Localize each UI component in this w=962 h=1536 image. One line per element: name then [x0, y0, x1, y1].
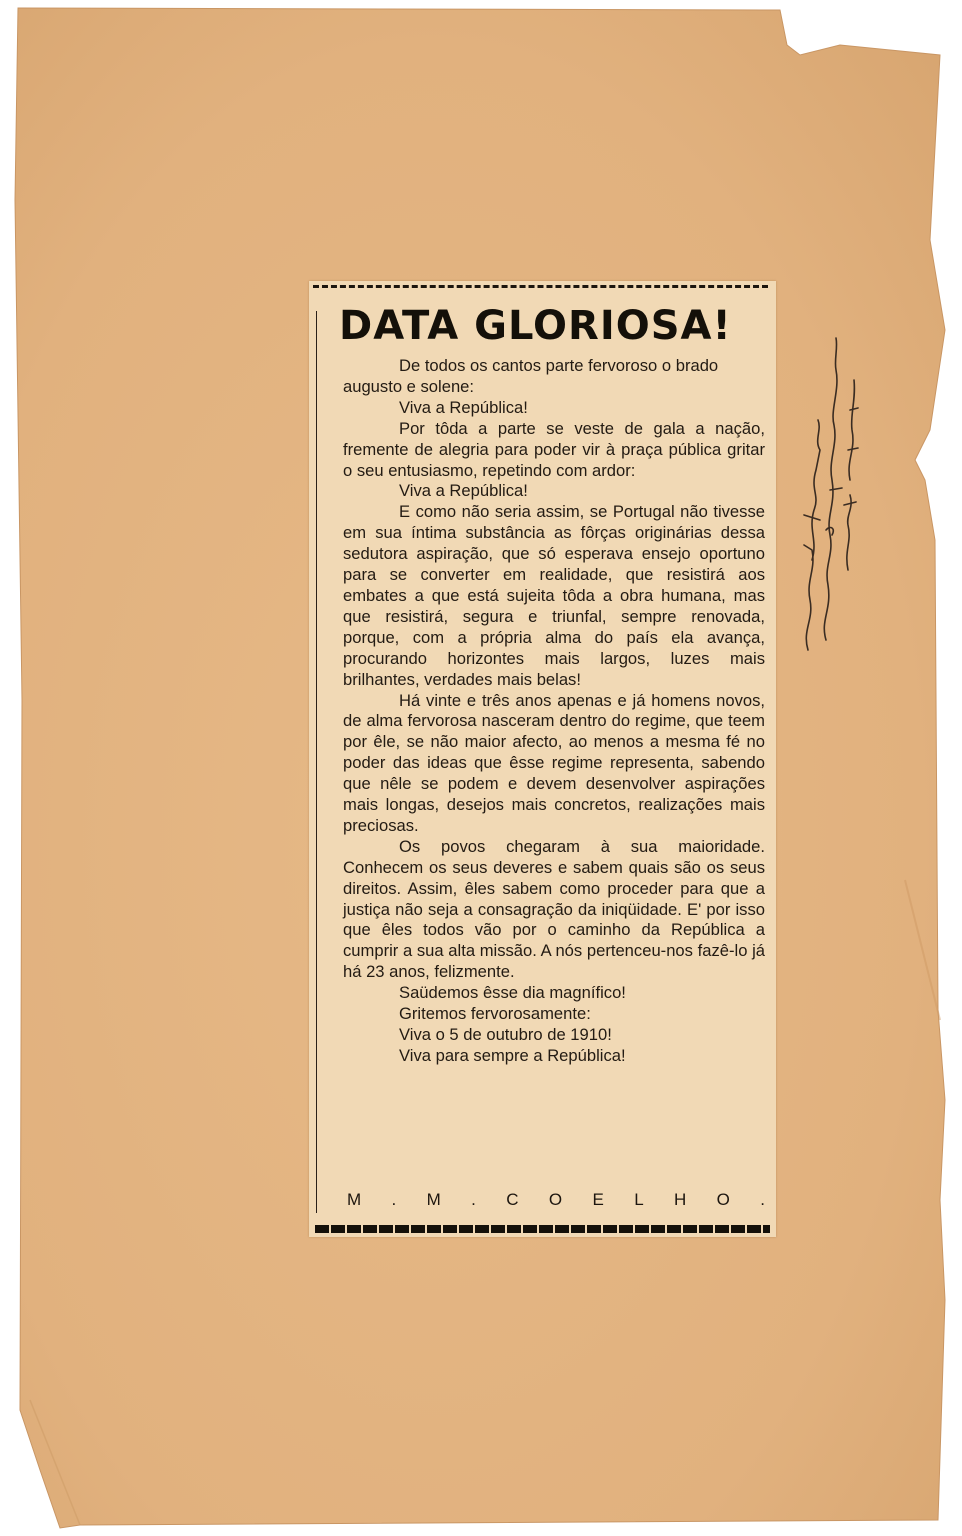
article-paragraph: Os povos chegaram à sua maioridade. Conhecem os seus deveres e sabem quais são os seus direitos. Assim, êles sabem como proceder para que a justiça não seja a consagração da iniqüidade. E' por isso que êles todos vão por o caminho da República a cumprir a sua alta missão. A nós pertenceu-nos fazê-lo já há 23 anos, felizmente. [343, 836, 765, 982]
signature-letter: H [674, 1190, 688, 1209]
newspaper-clipping [309, 281, 776, 1237]
signature-letter: . [760, 1190, 766, 1209]
top-rule [313, 285, 768, 288]
closing-line: Viva para sempre a República! [399, 1045, 626, 1065]
article-exclamation: Viva a República! [399, 481, 528, 501]
article-paragraph: Há vinte e três anos apenas e já homens novos, de alma fervorosa nasceram dentro do regime, que teem por êle, se não maior afecto, ao menos a mesma fé no poder das ideas que êsse regime representa, sabendo que nêle se podem e devem desenvolver aspirações mais longas, desejos mais concretos, realizações mais preciosas. [343, 690, 765, 835]
closing-line: Saüdemos êsse dia magnífico! [399, 983, 626, 1003]
signature-letter: M [347, 1190, 363, 1209]
article-paragraph: De todos os cantos parte fervoroso o brado augusto e solene: [343, 356, 719, 396]
closing-lines [343, 983, 765, 1067]
signature-letter: M [426, 1190, 442, 1209]
headline: DATA GLORIOSA! [339, 303, 732, 349]
signature-letter: E [592, 1190, 605, 1209]
closing-line: Viva o 5 de outubro de 1910! [399, 1025, 612, 1044]
closing-line: Gritemos fervorosamente: [399, 1004, 591, 1024]
signature-letter: O [716, 1190, 731, 1209]
article-paragraph: Por tôda a parte se veste de gala a nação, fremente de alegria para poder vir à praça pública gritar o seu entusiasmo, repetindo com ardor: [343, 418, 765, 480]
article-body [343, 356, 765, 1067]
signature-letter: . [391, 1190, 398, 1209]
signature-letter: C [506, 1190, 520, 1209]
article-exclamation: Viva a República! [399, 397, 528, 417]
signature-letter: . [471, 1190, 477, 1209]
signature-letter: L [634, 1190, 645, 1209]
author-signature [347, 1190, 766, 1210]
handwritten-annotation [800, 330, 860, 660]
left-rule [316, 311, 317, 1213]
signature-letter: O [548, 1190, 564, 1209]
article-paragraph: E como não seria assim, se Portugal não tivesse em sua íntima substância as fôrças originárias dessa sedutora aspiração, que só esperava ensejo oportuno para se converter em realidade, que resistirá aos embates a que está sujeita tôda a obra humana, mas que resistirá, segura e triunfal, sempre renovada, porque, com a própria alma do país ela avança, procurando horizontes mais largos, luzes mais brilhantes, verdades mais belas! [343, 502, 765, 689]
bottom-rule [315, 1225, 770, 1233]
